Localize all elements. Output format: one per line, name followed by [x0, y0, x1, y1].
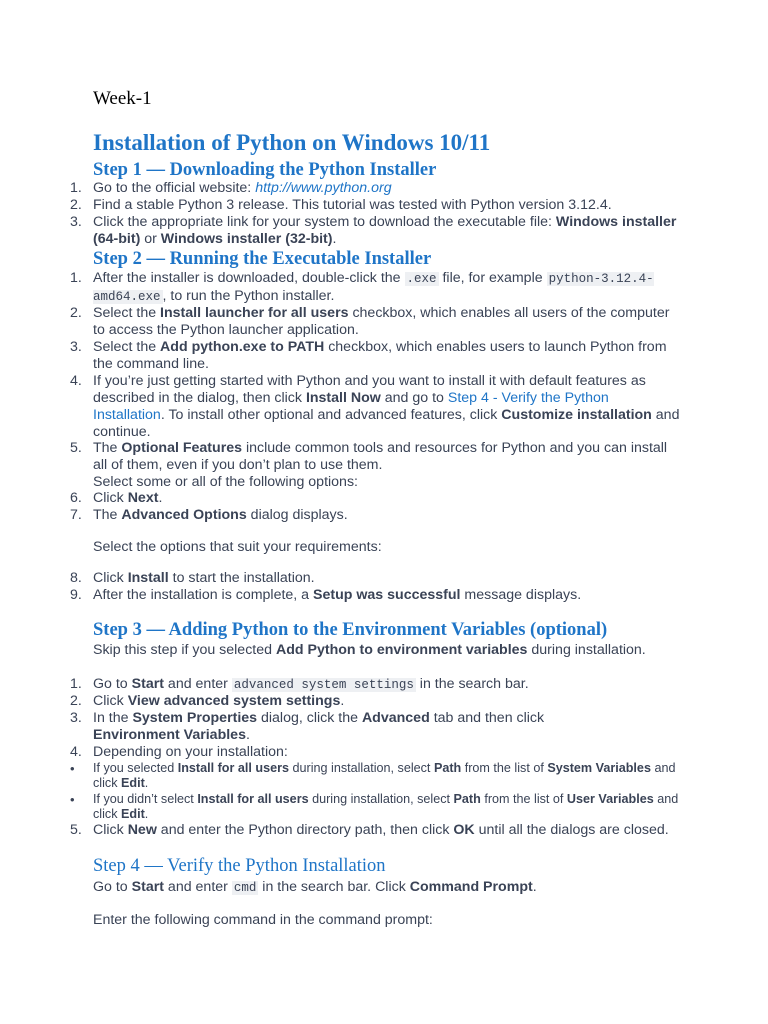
step2-item5-b: include common tools and resources for Python and you can install all of them, even if you don’t plan to use them. — [93, 440, 668, 473]
step3-item5-c: until all the dialogs are closed. — [474, 822, 669, 838]
bullet2-d: and click — [93, 792, 679, 821]
environment-variables-bold: Environment Variables — [93, 727, 246, 743]
step1-item3-text: Click the appropriate link for your system to download the executable file: — [93, 214, 556, 230]
step2-item1 — [93, 270, 683, 306]
install-now-bold: Install Now — [305, 390, 381, 406]
step3-item5-num: 5. — [70, 822, 82, 838]
step2-item9-a: After the installation is complete, a — [93, 587, 314, 603]
advanced-options-bold: Advanced Options — [121, 507, 247, 523]
step3-item2-num: 2. — [70, 693, 82, 709]
step3-item1-c: in the search bar. — [415, 676, 529, 692]
cmd-code: cmd — [233, 881, 257, 895]
page-title: Installation of Python on Windows 10/11 — [93, 130, 491, 155]
step3-item3-d: . — [245, 727, 250, 743]
step3-item3-num: 3. — [70, 710, 82, 726]
step2-item3-b: checkbox, which enables users to launch Python from the command line. — [93, 339, 667, 372]
exe-code: .exe — [406, 272, 437, 286]
step2-item5-num: 5. — [70, 440, 82, 456]
bullet1-bold4: Edit — [121, 776, 145, 790]
step1-item3-num: 3. — [70, 214, 82, 230]
step2-item7 — [93, 507, 683, 524]
add-python-env-bold: Add Python to environment variables — [275, 642, 528, 658]
start-bold: Start — [131, 676, 164, 692]
step2-item5-a: The — [93, 440, 122, 456]
step4-line1-c: in the search bar. Click — [258, 879, 410, 895]
step4-line1 — [93, 879, 683, 897]
bullet1-bold3: System Variables — [547, 761, 651, 775]
select-options-note: Select the options that suit your requirements: — [93, 539, 382, 555]
step3-item3 — [93, 710, 563, 744]
step3-intro-a: Skip this step if you selected — [93, 642, 276, 658]
step2-item1-c: , to run the Python installer. — [162, 288, 335, 304]
step2-item2-a: Select the — [93, 305, 161, 321]
step2-item8-num: 8. — [70, 570, 82, 586]
step2-item2 — [93, 305, 683, 339]
step1-heading: Step 1 — Downloading the Python Installer — [93, 160, 437, 180]
week-label: Week-1 — [93, 88, 152, 109]
bullet2-c: from the list of — [480, 792, 567, 806]
step3-bullet2 — [93, 792, 683, 822]
step1-item3-or: or — [140, 231, 161, 247]
bullet2-bold4: Edit — [121, 807, 145, 821]
step3-item1-b: and enter — [163, 676, 232, 692]
customize-installation-bold: Customize installation — [501, 407, 652, 423]
step2-item6-num: 6. — [70, 490, 82, 506]
step3-item2-b: . — [340, 693, 345, 709]
add-path-bold: Add python.exe to PATH — [160, 339, 325, 355]
install-bold: Install — [127, 570, 169, 586]
view-advanced-bold: View advanced system settings — [127, 693, 341, 709]
advanced-tab-bold: Advanced — [361, 710, 430, 726]
step2-item6-a: Click — [93, 490, 128, 506]
bullet1-c: from the list of — [461, 761, 548, 775]
step3-item2 — [93, 693, 683, 710]
step4-line2: Enter the following command in the command prompt: — [93, 912, 433, 928]
bullet1-d: and click — [93, 761, 676, 790]
step3-item4-num: 4. — [70, 744, 82, 760]
new-bold: New — [127, 822, 157, 838]
bullet1-bold1: Install for all users — [177, 761, 290, 775]
bullet2-bold3: User Variables — [566, 792, 654, 806]
step3-item4: Depending on your installation: — [93, 744, 288, 760]
step4-heading: Step 4 — Verify the Python Installation — [93, 856, 386, 876]
step2-item4-b: and go to — [380, 390, 448, 406]
step2-item7-num: 7. — [70, 507, 82, 523]
step3-item2-a: Click — [93, 693, 128, 709]
step3-bullet1 — [93, 761, 683, 791]
step3-intro — [93, 642, 683, 659]
next-bold: Next — [127, 490, 159, 506]
bullet2-a: If you didn’t select — [93, 792, 198, 806]
windows-installer-64: Windows installer (64-bit) — [93, 214, 677, 247]
step2-item9-num: 9. — [70, 587, 82, 603]
step2-item6-b: . — [158, 490, 163, 506]
step1-item1 — [93, 180, 683, 197]
step3-item1 — [93, 676, 683, 694]
step3-item3-b: dialog, click the — [257, 710, 362, 726]
step3-item5-a: Click — [93, 822, 128, 838]
step3-item1-a: Go to — [93, 676, 132, 692]
step2-item5 — [93, 440, 683, 474]
bullet2-e: . — [144, 807, 149, 821]
step2-item8-a: Click — [93, 570, 128, 586]
step2-item1-num: 1. — [70, 270, 82, 286]
step2-item4 — [93, 373, 683, 441]
step2-item7-b: dialog displays. — [246, 507, 348, 523]
bullet2-b: during installation, select — [308, 792, 454, 806]
step2-item4-d: and continue. — [93, 407, 680, 440]
step4-line1-a: Go to — [93, 879, 132, 895]
step4-start-bold: Start — [131, 879, 164, 895]
step3-item1-num: 1. — [70, 676, 82, 692]
bullet-dot: • — [70, 792, 75, 807]
step2-item2-num: 2. — [70, 305, 82, 321]
command-prompt-bold: Command Prompt — [409, 879, 533, 895]
step4-line1-d: . — [532, 879, 537, 895]
step3-item5 — [93, 822, 683, 839]
system-properties-bold: System Properties — [132, 710, 258, 726]
bullet2-bold1: Install for all users — [197, 792, 309, 806]
advanced-settings-code: advanced system settings — [233, 678, 414, 692]
python-org-link[interactable]: http://www.python.org — [255, 180, 392, 196]
step4-link[interactable]: Step 4 - Verify the Python Installation — [93, 390, 609, 423]
step1-item1-num: 1. — [70, 180, 82, 196]
bullet1-a: If you selected — [93, 761, 178, 775]
install-launcher-bold: Install launcher for all users — [160, 305, 349, 321]
step2-item4-c: . To install other optional and advanced features, click — [160, 407, 502, 423]
step2-item4-a: If you’re just getting started with Python and you want to install it with default features as described in the dialog, then click — [93, 373, 646, 406]
step2-item7-a: The — [93, 507, 122, 523]
step2-item3-num: 3. — [70, 339, 82, 355]
step2-item1-b: file, for example — [438, 270, 547, 286]
step1-item2: Find a stable Python 3 release. This tutorial was tested with Python version 3.12.4. — [93, 197, 612, 213]
bullet-dot: • — [70, 761, 75, 776]
step1-item3-end: . — [332, 231, 337, 247]
optional-features-bold: Optional Features — [121, 440, 243, 456]
bullet1-bold2: Path — [433, 761, 462, 775]
step3-heading: Step 3 — Adding Python to the Environment Variables (optional) — [93, 620, 608, 640]
step1-item2-num: 2. — [70, 197, 82, 213]
bullet2-bold2: Path — [453, 792, 481, 806]
step1-item3 — [93, 214, 683, 248]
installer-filename-code: python-3.12.4-amd64.exe — [93, 272, 654, 304]
step3-intro-b: during installation. — [527, 642, 646, 658]
step2-item3-a: Select the — [93, 339, 161, 355]
step3-item3-c: tab and then click — [429, 710, 545, 726]
step3-item3-a: In the — [93, 710, 133, 726]
bullet1-b: during installation, select — [289, 761, 434, 775]
step2-item8 — [93, 570, 683, 587]
step2-item9 — [93, 587, 683, 604]
step3-item5-b: and enter the Python directory path, then click — [156, 822, 454, 838]
step2-item8-b: to start the installation. — [168, 570, 315, 586]
step2-item9-b: message displays. — [460, 587, 582, 603]
setup-successful-bold: Setup was successful — [313, 587, 461, 603]
ok-bold: OK — [453, 822, 475, 838]
step2-item6 — [93, 490, 683, 507]
step2-heading: Step 2 — Running the Executable Installer — [93, 249, 432, 269]
step2-item1-a: After the installer is downloaded, double-click the — [93, 270, 405, 286]
bullet1-e: . — [144, 776, 149, 790]
step2-item5-extra: Select some or all of the following options: — [93, 474, 358, 490]
step1-item1-text: Go to the official website: — [93, 180, 256, 196]
step4-line1-b: and enter — [163, 879, 232, 895]
step2-item3 — [93, 339, 683, 373]
windows-installer-32: Windows installer (32-bit) — [160, 231, 333, 247]
step2-item4-num: 4. — [70, 373, 82, 389]
step2-item2-b: checkbox, which enables all users of the computer to access the Python launcher application. — [93, 305, 670, 338]
